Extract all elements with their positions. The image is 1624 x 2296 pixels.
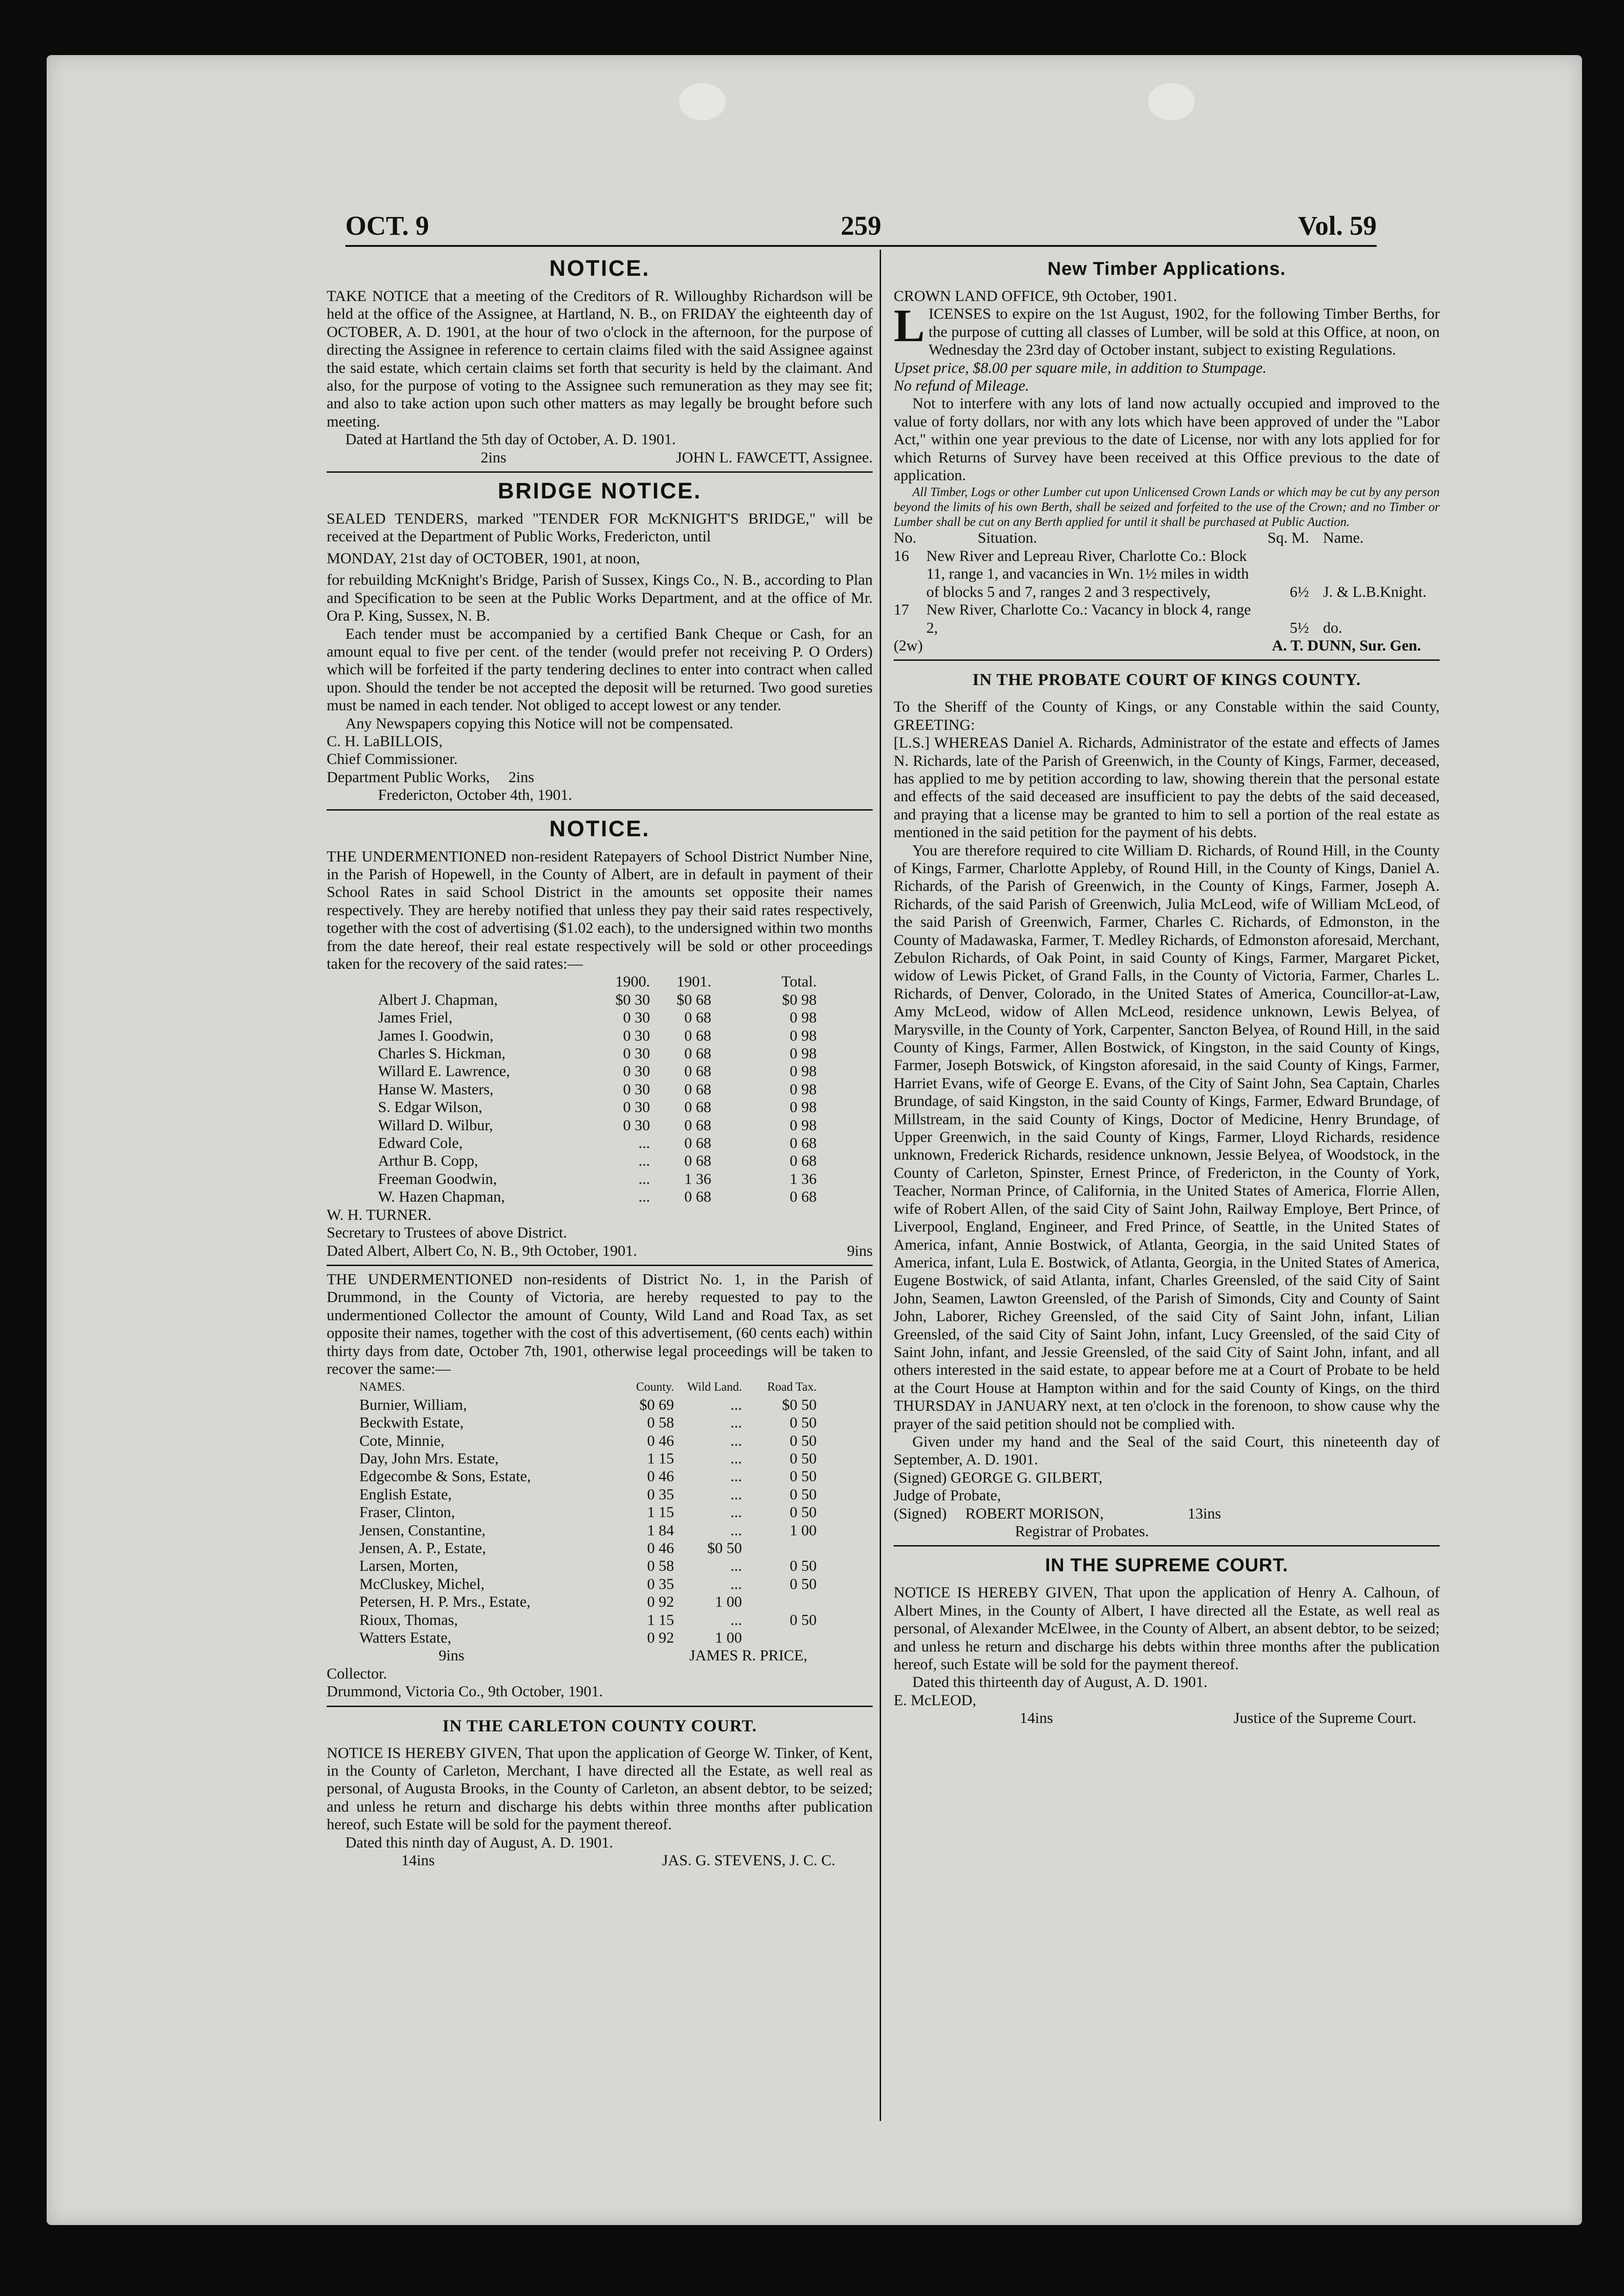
table-row [327, 1593, 873, 1611]
ratepayer-name: Albert J. Chapman, [378, 991, 498, 1008]
table-row [327, 1045, 873, 1063]
table-row [327, 1450, 873, 1468]
wild-land-tax: $0 50 [707, 1540, 742, 1557]
table-row [327, 1629, 873, 1647]
supreme-court-signer: E. McLEOD, [894, 1692, 976, 1709]
bridge-notice-intro: SEALED TENDERS, marked "TENDER FOR McKNIGHT'S BRIDGE," will be received at the Department of Public Works, Fredericton, until [327, 511, 873, 546]
wild-land-tax: ... [730, 1611, 742, 1629]
berth-situation: New River and Lepreau River, Charlotte Co.: Block 11, range 1, and vacancies in Wn. 1½ miles in width of blocks 5 and 7, ranges 2 and 3 respectively, [926, 547, 1249, 601]
wild-land-tax: ... [730, 1396, 742, 1414]
taxpayer-name: McCluskey, Michel, [359, 1575, 485, 1593]
taxpayer-name: English Estate, [359, 1486, 452, 1503]
road-tax [742, 1540, 873, 1557]
timber-notice-intro: ICENSES to expire on the 1st August, 1902, for the following Timber Berths, for the purpose of cutting all classes of Lumber, will be sold at this Office, at noon, on Wednesday the 23rd day of October instant, subject to existing Regulations. [928, 306, 1440, 359]
table-row [327, 1099, 873, 1116]
probate-citation: You are therefore required to cite William D. Richards, of Round Hill, in the County of Kings, Farmer, Charlotte Appleby, of Round Hill, in the County of Kings, Daniel A. Richards, of the Parish of Greenwich, in the County of Kings, Farmer, Joseph A. Richards, of the said Parish of Greenwich, Julia McLeod, wife of William McLeod, of the said Parish of Greenwich, Farmer, Charles C. Richards, of Edmonston, in the County of Madawaska, Farmer, T. Medley Richards, of Edmonston aforesaid, Merchant, Zebulon Richards, of Oak Point, in said County of Kings, Farmer, Margaret Picket, widow of Lewis Picket, of Grand Falls, in the County of Victoria, Farmer, Charles L. Richards, of Denver, Colorado, in the United States of America, Councillor-at-Law, Amy McLeod, widow of Allen McLeod, residence unknown, Lewis Belyea, of Marysville, in the County of York, Carpenter, Sancton Belyea, of Round Hill, in the said County of Kings, Farmer, Allen Bostwick, of Kingston, in the said County of Kings, Farmer, Joseph Botswick, of Kingston aforesaid, in the said County of Kings, Farmer, Harriet Evans, wife of George E. Evans, of the City of Saint John, Sea Captain, Charles Brundage, of said Kingston, in the said County of Kings, Farmer, Edward Brundage, of Millstream, in the said County of Kings, Doctor of Medicine, Henry Brundage, of Upper Greenwich, in the said County of Kings, Farmer, Lloyd Richards, residence unknown, Frederick Richards, residence unknown, Jessie Belyea, of Woodstock, in the County of Carleton, Spinster, Ernest Prince, of Fredericton, in the County of York, Teacher, Norman Prince, of California, in the United States of America, Florrie Allen, wife of Robert Allen, of the said City of Saint John, Railway Employe, Bert Prince, of Liverpool, England, Engineer, and Fred Prince, of Seattle, in the United States of America, infant, Annie Bostwick, of Atlanta, Georgia, in the said United States of America, infant, Lula E. Bostwick, of Atlanta, Georgia, in the United States of America, Eugene Bostwick, of said Atlanta, infant, Charles Greensled, of the said City of Saint John, Seamen, Lawton Greensled, of the Parish of Simonds, City and County of Saint John, Laborer, Richey Greensled, of the said City of Saint John, infant, Lilian Greensled, of the said City of Saint John, infant, Lucy Greensled, of the said City of Saint John, infant, and Jessie Greensled, of the said City of Saint John, infant, and all others interested in the said estate, to appear before me at a Court of Probate to be held at the Court House at Hampton within and for the said County of Kings, on the third THURSDAY in JANUARY next, at ten o'clock in the forenoon, to show cause why the prayer of the said petition should not be complied with. [894, 842, 1440, 1433]
column-header: 1901. [676, 973, 712, 991]
county-tax: 1 15 [647, 1450, 674, 1467]
road-tax: 0 50 [790, 1414, 817, 1432]
table-row [327, 1009, 873, 1027]
rate-1901: 1 36 [684, 1170, 712, 1188]
rate-1900: 0 30 [623, 1081, 650, 1098]
school-rates-signer: W. H. TURNER. [327, 1206, 432, 1224]
taxpayer-name: Larsen, Morten, [359, 1558, 458, 1575]
county-tax: 0 92 [647, 1594, 674, 1611]
insertion-count: 2ins [508, 769, 534, 786]
table-row [327, 1468, 873, 1485]
county-tax: 0 46 [647, 1468, 674, 1485]
rate-total: 0 68 [790, 1153, 817, 1170]
probate-notice [894, 665, 1440, 1540]
column-header: Sq. M. [1267, 530, 1309, 547]
rate-1900: ... [638, 1189, 650, 1206]
table-row [327, 1486, 873, 1504]
timber-signer: A. T. DUNN, Sur. Gen. [1272, 637, 1421, 654]
school-rates-dated: Dated Albert, Albert Co, N. B., 9th October, 1901. [327, 1242, 637, 1260]
taxpayer-name: Jensen, Constantine, [359, 1522, 486, 1539]
ratepayer-name: Arthur B. Copp, [378, 1153, 478, 1170]
rate-1901: 0 68 [684, 1027, 712, 1044]
supreme-court-signer-title: Justice of the Supreme Court. [1233, 1710, 1416, 1727]
left-column [327, 252, 873, 1870]
table-row [327, 1117, 873, 1134]
rate-1900: 0 30 [623, 1045, 650, 1063]
insertion-count: 14ins [401, 1852, 435, 1869]
carleton-court-title: IN THE CARLETON COUNTY COURT. [442, 1716, 757, 1735]
probate-whereas: WHEREAS Daniel A. Richards, Administrator of the estate and effects of James N. Richards, late of the Parish of Greenwich, in the County of Kings, Farmer, deceased, has applied to me by petition according to law, showing therein that the personal estate and effects of the said deceased are insufficient to pay the debts of the said deceased, and praying that a license may be granted to him to sell a portion of the real estate as mentioned in the said petition for the payment of his debts. [894, 735, 1440, 841]
taxpayer-name: Beckwith Estate, [359, 1414, 464, 1432]
insertion-count: 9ins [439, 1647, 465, 1665]
school-rates-table [327, 973, 873, 1206]
road-tax: 0 50 [790, 1432, 817, 1449]
rate-1901: 0 68 [684, 1153, 712, 1170]
insertion-count: 13ins [1187, 1505, 1221, 1522]
column-header: Name. [1323, 530, 1364, 547]
road-tax: 0 50 [790, 1468, 817, 1485]
probate-registrar-title: Registrar of Probates. [1015, 1523, 1149, 1540]
berth-situation: New River, Charlotte Co.: Vacancy in block 4, range 2, [926, 602, 1251, 637]
ratepayer-name: S. Edgar Wilson, [378, 1099, 483, 1116]
rate-total: 0 98 [790, 1063, 817, 1080]
timber-berths-table [894, 529, 1440, 637]
bridge-notice-signer: C. H. LaBILLOIS, [327, 733, 443, 750]
timber-upset-price: Upset price, $8.00 per square mile, in addition to Stumpage. [894, 359, 1267, 377]
taxpayer-name: Cote, Minnie, [359, 1432, 445, 1449]
table-row [327, 1170, 873, 1188]
ratepayer-name: Hanse W. Masters, [378, 1081, 494, 1098]
carleton-court-body: NOTICE IS HEREBY GIVEN, That upon the application of George W. Tinker, of Kent, in the County of Carleton, Merchant, I have directed all the Estate, as well real as personal, of Augusta Brooks, in the County of Carleton, an absent debtor, to be seized; and unless he return and discharge his debts within three months after publication hereof, such Estate will be sold for the payment thereof. [327, 1744, 873, 1834]
table-row [327, 1152, 873, 1170]
rate-1901: 0 68 [684, 1099, 712, 1116]
berth-number: 16 [894, 547, 909, 565]
rate-total: 0 68 [790, 1135, 817, 1152]
probate-address: To the Sheriff of the County of Kings, or any Constable within the said County, GREETING: [894, 699, 1440, 734]
insertion-count: (2w) [894, 637, 923, 654]
county-tax: 1 84 [647, 1522, 674, 1539]
column-header: No. [894, 530, 917, 547]
table-row [327, 1575, 873, 1593]
berth-number: 17 [894, 602, 909, 619]
ratepayer-name: W. Hazen Chapman, [378, 1189, 505, 1206]
rate-1901: 0 68 [684, 1081, 712, 1098]
column-divider [880, 250, 881, 2121]
table-row [894, 547, 1440, 601]
timber-no-refund: No refund of Mileage. [894, 378, 1029, 395]
header-rule [345, 245, 1377, 247]
table-row [327, 1432, 873, 1450]
binding-hole [679, 83, 726, 120]
road-tax: $0 50 [782, 1396, 817, 1414]
wild-land-tax: ... [730, 1414, 742, 1432]
volume-number: Vol. 59 [1298, 210, 1377, 241]
rate-1901: 0 68 [684, 1009, 712, 1027]
wild-land-tax: ... [730, 1432, 742, 1449]
probate-judge-title: Judge of Probate, [894, 1487, 1001, 1505]
county-tax: 1 15 [647, 1611, 674, 1629]
column-header: Situation. [978, 530, 1037, 547]
school-rates-notice-body: THE UNDERMENTIONED non-resident Ratepayers of School District Number Nine, in the Parish of Hopewell, in the County of Albert, are in default in payment of their School Rates in said School District in the amounts set opposite their names respectively. They are hereby notified that unless they pay their said rates respectively, together with the cost of advertising ($1.02 each), to the undersigned within two months from the date hereof, their real estate respectively will be sold or other proceedings taken for the recovery of the said rates:— [327, 848, 873, 973]
binding-hole [1148, 83, 1195, 120]
creditors-notice-dated: Dated at Hartland the 5th day of October, A. D. 1901. [345, 431, 676, 448]
section-rule [894, 659, 1440, 661]
rate-total: 1 36 [790, 1170, 817, 1188]
rate-total: 0 98 [790, 1009, 817, 1027]
rate-1900: 0 30 [623, 1027, 650, 1044]
insertion-count: 2ins [481, 449, 507, 466]
school-rates-notice-title: NOTICE. [549, 816, 650, 841]
drop-cap: L [894, 300, 925, 352]
rate-total: 0 98 [790, 1027, 817, 1044]
table-row [327, 1557, 873, 1575]
road-tax: 0 50 [790, 1611, 817, 1629]
rate-1900: ... [638, 1170, 650, 1188]
table-row [894, 601, 1440, 637]
county-tax: 0 35 [647, 1486, 674, 1503]
rate-1901: 0 68 [684, 1063, 712, 1080]
timber-notice [894, 255, 1440, 655]
insertion-count: 9ins [847, 1242, 873, 1260]
rate-1901: 0 68 [684, 1135, 712, 1152]
column-header: County. [636, 1380, 674, 1394]
wild-land-tax: 1 00 [715, 1594, 742, 1611]
probate-registrar-signed: (Signed) [894, 1505, 947, 1522]
county-tax: 0 92 [647, 1630, 674, 1647]
taxpayer-name: Fraser, Clinton, [359, 1504, 455, 1521]
supreme-court-dated: Dated this thirteenth day of August, A. D. 1901. [912, 1674, 1208, 1691]
rate-total: 0 98 [790, 1117, 817, 1134]
bridge-notice-title: BRIDGE NOTICE. [497, 479, 702, 504]
road-tax-dated: Drummond, Victoria Co., 9th October, 1901. [327, 1683, 603, 1701]
berth-applicant: do. [1323, 619, 1343, 637]
table-row [327, 1504, 873, 1521]
road-tax [742, 1629, 873, 1647]
road-tax-signer-title: Collector. [327, 1665, 387, 1682]
taxpayer-name: Petersen, H. P. Mrs., Estate, [359, 1594, 531, 1611]
road-tax-signer: JAMES R. PRICE, [689, 1647, 807, 1665]
carleton-court-dated: Dated this ninth day of August, A. D. 1901. [345, 1834, 613, 1851]
rate-1900: $0 30 [615, 991, 650, 1008]
right-column [894, 252, 1440, 1728]
ratepayer-name: James I. Goodwin, [378, 1027, 494, 1044]
rate-1900: ... [638, 1153, 650, 1170]
rate-1900: 0 30 [623, 1063, 650, 1080]
table-row [327, 1027, 873, 1045]
table-row [327, 1540, 873, 1557]
rate-1900: 0 30 [623, 1099, 650, 1116]
gazette-page [294, 149, 1440, 2156]
rate-1901: $0 68 [676, 991, 712, 1008]
column-header: Wild Land. [687, 1380, 742, 1394]
road-tax-notice-body: THE UNDERMENTIONED non-residents of District No. 1, in the Parish of Drummond, in the County of Victoria, are hereby requested to pay to the undermentioned Collector the amount of County, Wild Land and Road Tax, as set opposite their names, together with the cost of this advertisement, (60 cents each) within thirty days from date, October 7th, 1901, otherwise legal proceedings will be taken to recover the same:— [327, 1271, 873, 1378]
section-rule [327, 1706, 873, 1707]
table-row [327, 1396, 873, 1414]
school-rates-signer-title: Secretary to Trustees of above District. [327, 1225, 567, 1242]
road-tax: 0 50 [790, 1575, 817, 1593]
taxpayer-name: Burnier, William, [359, 1396, 467, 1414]
table-row [327, 1081, 873, 1099]
bridge-notice-signer-title: Chief Commissioner. [327, 751, 458, 768]
rate-1900: 0 30 [623, 1009, 650, 1027]
wild-land-tax: 1 00 [715, 1630, 742, 1647]
table-row [327, 1134, 873, 1152]
ratepayer-name: Willard E. Lawrence, [378, 1063, 510, 1080]
road-tax: 1 00 [790, 1522, 817, 1539]
rate-1901: 0 68 [684, 1189, 712, 1206]
rate-1901: 0 68 [684, 1117, 712, 1134]
table-row [327, 1611, 873, 1629]
rate-1900: ... [638, 1135, 650, 1152]
county-tax: $0 69 [639, 1396, 674, 1414]
wild-land-tax: ... [730, 1522, 742, 1539]
table-row [327, 991, 873, 1009]
page-number: 259 [840, 210, 882, 241]
rate-total: 0 98 [790, 1099, 817, 1116]
rate-total: 0 68 [790, 1189, 817, 1206]
berth-applicant: J. & L.B.Knight. [1323, 583, 1427, 601]
wild-land-tax: ... [730, 1575, 742, 1593]
bridge-notice-location: for rebuilding McKnight's Bridge, Parish of Sussex, Kings Co., N. B., according to Plan and Specification to be seen at the Public Works Department, and at the office of Mr. Ora P. King, Sussex, N. B. [327, 572, 873, 625]
rate-total: 0 98 [790, 1045, 817, 1063]
taxpayer-name: Edgecombe & Sons, Estate, [359, 1468, 531, 1485]
rate-total: 0 98 [790, 1081, 817, 1098]
section-rule [327, 809, 873, 811]
supreme-court-title: IN THE SUPREME COURT. [1045, 1555, 1288, 1576]
road-tax: 0 50 [790, 1504, 817, 1521]
carleton-court-notice [327, 1712, 873, 1870]
bridge-notice-place: Fredericton, October 4th, 1901. [378, 787, 573, 804]
creditors-notice-title: NOTICE. [549, 256, 650, 281]
creditors-notice [327, 255, 873, 467]
ratepayer-name: Edward Cole, [378, 1135, 463, 1152]
supreme-court-body: NOTICE IS HEREBY GIVEN, That upon the application of Henry A. Calhoun, of Albert Mines, in the County of Albert, I have directed all the Estate, as well real as personal, of Alexander McElwee, in the County of Albert, an absent debtor, to be seized; and unless he return and discharge his debts within three months after the publication hereof, such Estate will be sold for the payment thereof. [894, 1584, 1440, 1673]
taxpayer-name: Day, John Mrs. Estate, [359, 1450, 499, 1467]
probate-judge-signed: (Signed) GEORGE G. GILBERT, [894, 1469, 1103, 1486]
road-tax: 0 50 [790, 1486, 817, 1503]
column-header: Total. [781, 973, 817, 991]
bridge-notice-terms: Each tender must be accompanied by a certified Bank Cheque or Cash, for an amount equal to five per cent. of the tender (would prefer not receiving P. O Orders) which will be forfeited if the party tendering declines to enter into contract when called upon. Should the tender be not accepted the deposit will be returned. Two good sureties must be named in each tender. Not obliged to accept lowest or any tender. [327, 625, 873, 714]
timber-notice-office: CROWN LAND OFFICE, 9th October, 1901. [894, 288, 1177, 305]
timber-notice-title: New Timber Applications. [1047, 259, 1286, 279]
timber-notice-warning: All Timber, Logs or other Lumber cut upon Unlicensed Crown Lands or which may be cut by any person beyond the limits of his own Berth, shall be seized and forfeited to the use of the Crown; and no Timber or Lumber shall be cut on any Berth applied for until it shall be purchased at Public Auction. [894, 485, 1440, 529]
probate-given: Given under my hand and the Seal of the said Court, this nineteenth day of September, A. D. 1901. [894, 1433, 1440, 1469]
carleton-court-signer: JAS. G. STEVENS, J. C. C. [662, 1852, 835, 1869]
bridge-notice-newspapers: Any Newspapers copying this Notice will not be compensated. [345, 715, 734, 732]
wild-land-tax: ... [730, 1486, 742, 1503]
creditors-notice-signer: JOHN L. FAWCETT, Assignee. [676, 449, 873, 466]
road-tax: 0 50 [790, 1558, 817, 1575]
taxpayer-name: Jensen, A. P., Estate, [359, 1540, 486, 1557]
insertion-count: 14ins [1020, 1710, 1053, 1727]
column-header: 1900. [615, 973, 650, 991]
ratepayer-name: Charles S. Hickman, [378, 1045, 506, 1063]
ratepayer-name: James Friel, [378, 1009, 453, 1027]
header-date: OCT. 9 [345, 210, 429, 241]
timber-notice-conditions: Not to interfere with any lots of land now actually occupied and improved to the value of forty dollars, nor with any lots which have been approved of under the "Labor Act," within one year previous to the date of License, nor with any lots applied for for which Returns of Survey have been received at this Office previous to the date of application. [894, 395, 1440, 484]
county-tax: 0 46 [647, 1540, 674, 1557]
wild-land-tax: ... [730, 1450, 742, 1467]
taxpayer-name: Rioux, Thomas, [359, 1611, 458, 1629]
table-row [327, 1188, 873, 1206]
road-tax-notice [327, 1271, 873, 1701]
table-row [327, 1414, 873, 1432]
bridge-notice [327, 477, 873, 805]
probate-notice-title: IN THE PROBATE COURT OF KINGS COUNTY. [972, 670, 1361, 689]
section-rule [327, 471, 873, 473]
road-tax: 0 50 [790, 1450, 817, 1467]
berth-square-miles: 6½ [1289, 583, 1309, 601]
county-tax: 0 58 [647, 1558, 674, 1575]
bridge-notice-dept: Department Public Works, [327, 769, 490, 786]
table-row [327, 1522, 873, 1540]
ratepayer-name: Freeman Goodwin, [378, 1170, 497, 1188]
county-tax: 0 58 [647, 1414, 674, 1432]
table-row [327, 1063, 873, 1080]
wild-land-tax: ... [730, 1558, 742, 1575]
seal-mark: [L.S.] [894, 735, 930, 752]
county-tax: 0 46 [647, 1432, 674, 1449]
road-tax [742, 1593, 873, 1611]
rate-1900: 0 30 [623, 1117, 650, 1134]
taxpayer-name: Watters Estate, [359, 1630, 452, 1647]
wild-land-tax: ... [730, 1504, 742, 1521]
wild-land-tax: ... [730, 1468, 742, 1485]
section-rule [327, 1265, 873, 1266]
supreme-court-notice [894, 1551, 1440, 1727]
column-header: NAMES. [359, 1380, 405, 1394]
berth-square-miles: 5½ [1289, 619, 1309, 637]
ratepayer-name: Willard D. Wilbur, [378, 1117, 493, 1134]
bridge-notice-deadline: MONDAY, 21st day of OCTOBER, 1901, at noon, [327, 550, 640, 567]
section-rule [894, 1545, 1440, 1547]
page-header [345, 210, 1377, 243]
road-tax-table [327, 1378, 873, 1647]
probate-registrar: ROBERT MORISON, [965, 1505, 1104, 1522]
county-tax: 1 15 [647, 1504, 674, 1521]
rate-total: $0 98 [782, 991, 817, 1008]
county-tax: 0 35 [647, 1575, 674, 1593]
rate-1901: 0 68 [684, 1045, 712, 1063]
creditors-notice-body: TAKE NOTICE that a meeting of the Creditors of R. Willoughby Richardson will be held at the office of the Assignee, at Hartland, N. B., on FRIDAY the eighteenth day of OCTOBER, A. D. 1901, at the hour of two o'clock in the afternoon, for the purpose of directing the Assignee in reference to certain claims filed with the said Assignee against the said estate, which certain claims set forth that security is held by the claimant. And also, for the purpose of voting to the Assignee such remuneration as they may see fit; and also to take action upon such other matters as may legally be brought before such meeting. [327, 288, 873, 430]
school-rates-notice [327, 815, 873, 1260]
column-header: Road Tax. [767, 1380, 817, 1394]
